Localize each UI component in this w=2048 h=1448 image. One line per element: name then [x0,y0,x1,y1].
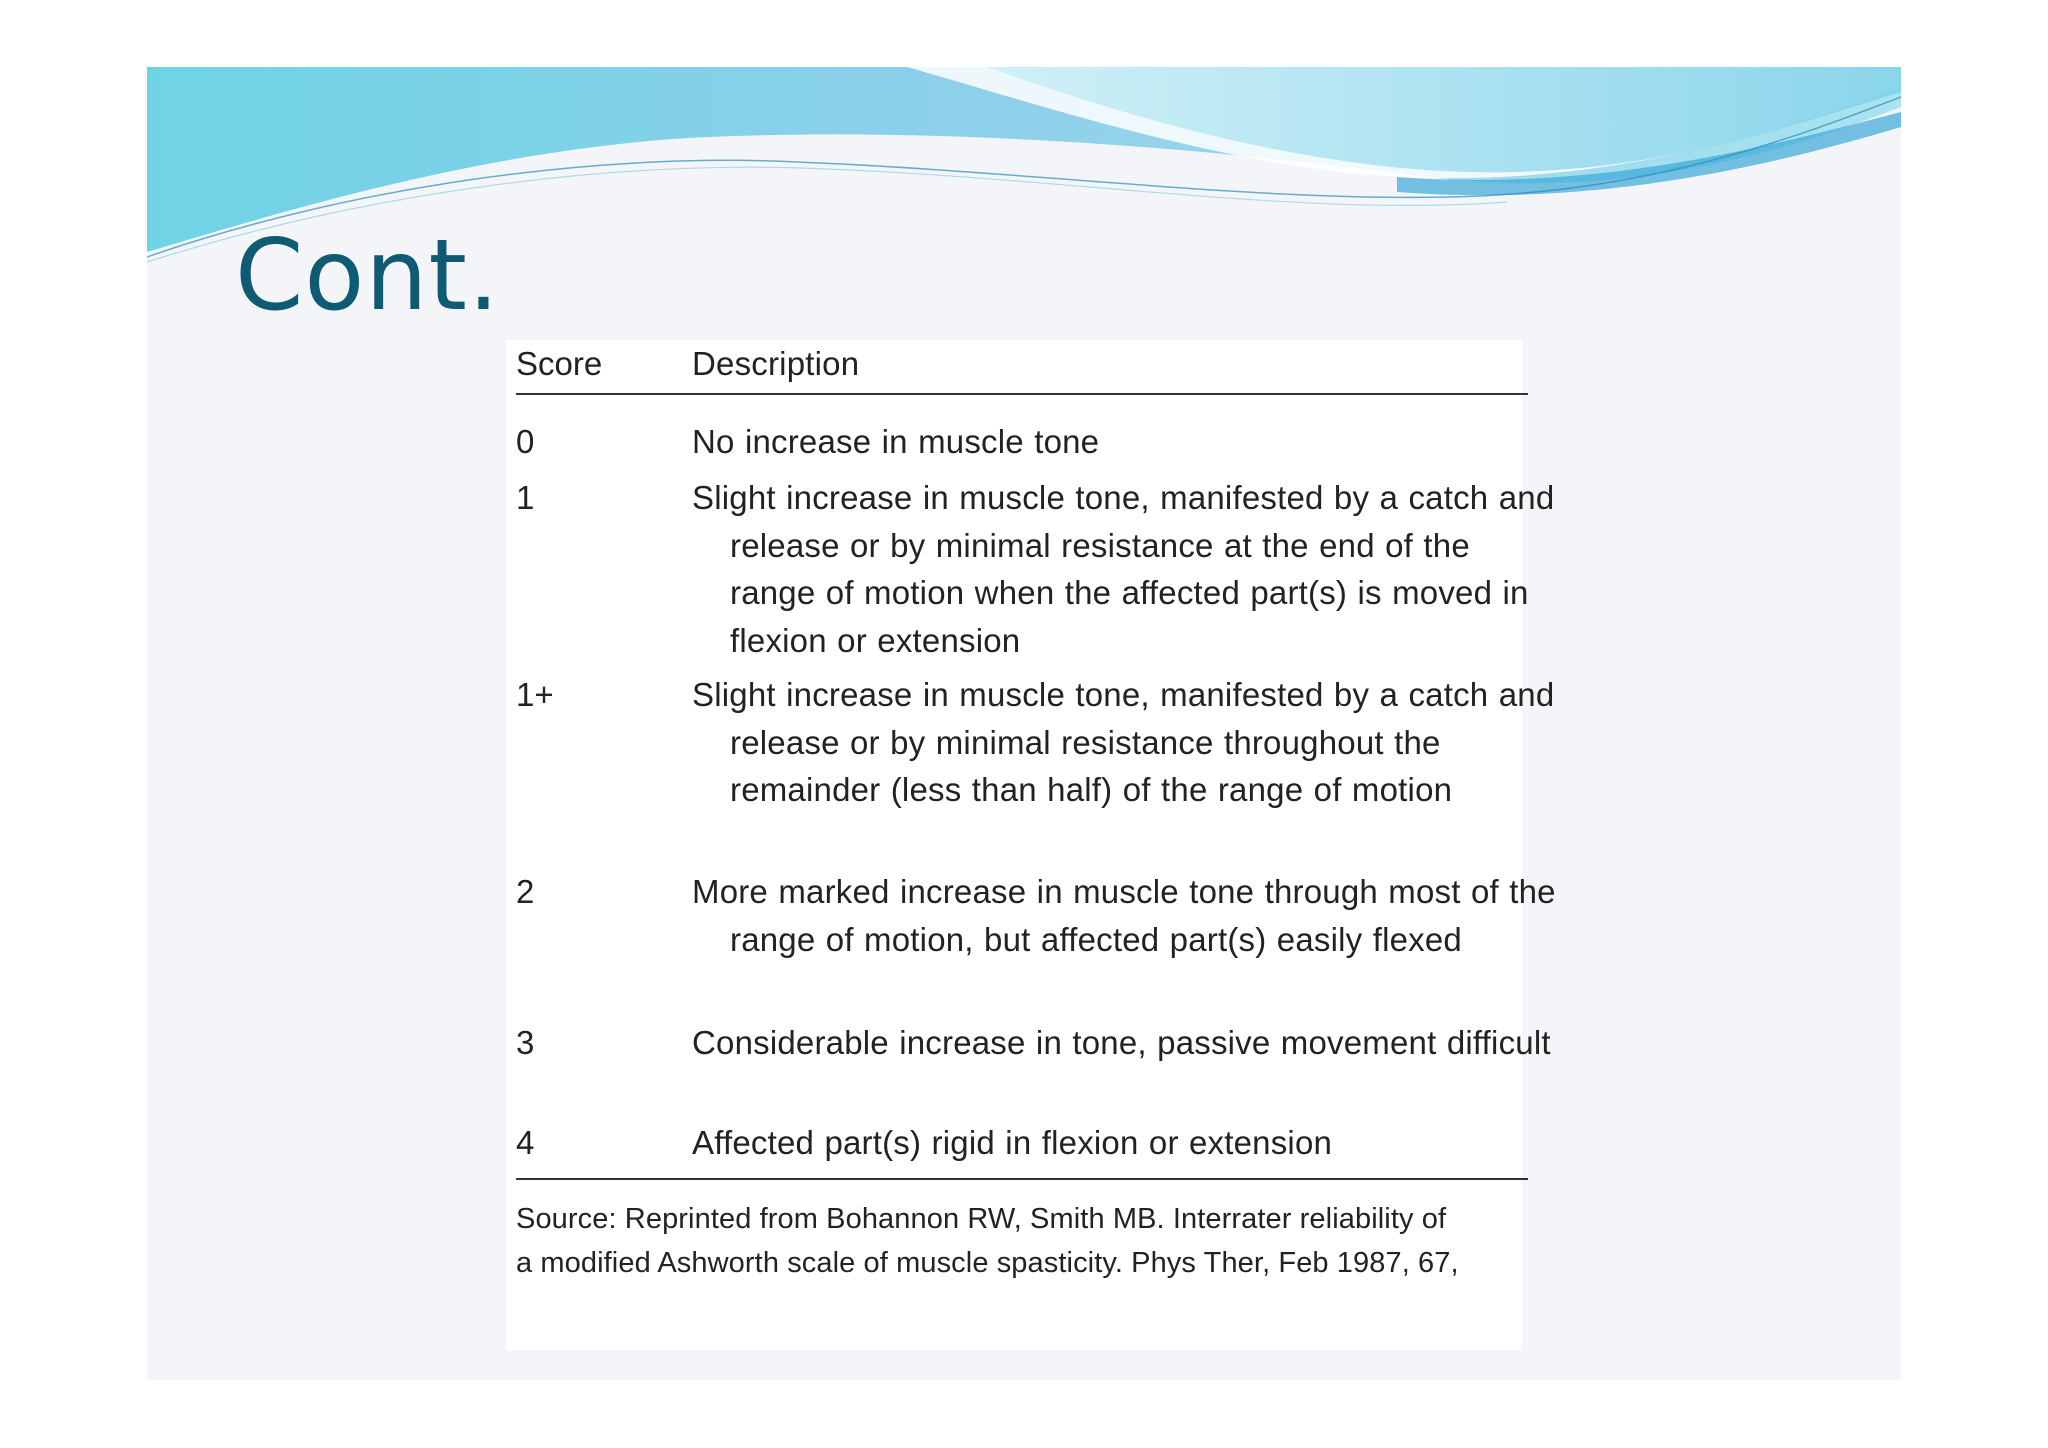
source-line-2: a modified Ashworth scale of muscle spasticity. Phys Ther, Feb 1987, 67, [516,1247,1459,1279]
row-description: Considerable increase in tone, passive movement difficult [692,1024,1551,1061]
row-score: 2 [516,873,535,910]
slide [147,67,1901,1380]
row-score: 0 [516,423,535,460]
source-citation [516,1197,1532,1285]
header-score: Score [516,345,603,382]
table-top-rule [516,393,1528,395]
row-description: More marked increase in muscle tone through most of the range of motion, but affected part(s) easily flexed [692,873,1556,958]
row-score: 1+ [516,676,554,713]
table-bottom-rule [516,1178,1528,1180]
ashworth-scale-table [506,340,1556,1350]
row-description: Affected part(s) rigid in flexion or extension [692,1124,1333,1161]
row-description: Slight increase in muscle tone, manifested by a catch and release or by minimal resistance throughout the remainder (less than half) of the range of motion [692,676,1555,808]
row-description: No increase in muscle tone [692,423,1100,460]
header-description: Description [692,345,860,382]
row-score: 3 [516,1024,535,1061]
source-line-1: Source: Reprinted from Bohannon RW, Smith MB. Interrater reliability of [516,1203,1447,1235]
row-score: 1 [516,479,535,516]
slide-title: Cont. [235,219,501,333]
row-description: Slight increase in muscle tone, manifested by a catch and release or by minimal resistance at the end of the range of motion when the affected part(s) is moved in flexion or extension [692,479,1555,659]
row-score: 4 [516,1124,535,1161]
